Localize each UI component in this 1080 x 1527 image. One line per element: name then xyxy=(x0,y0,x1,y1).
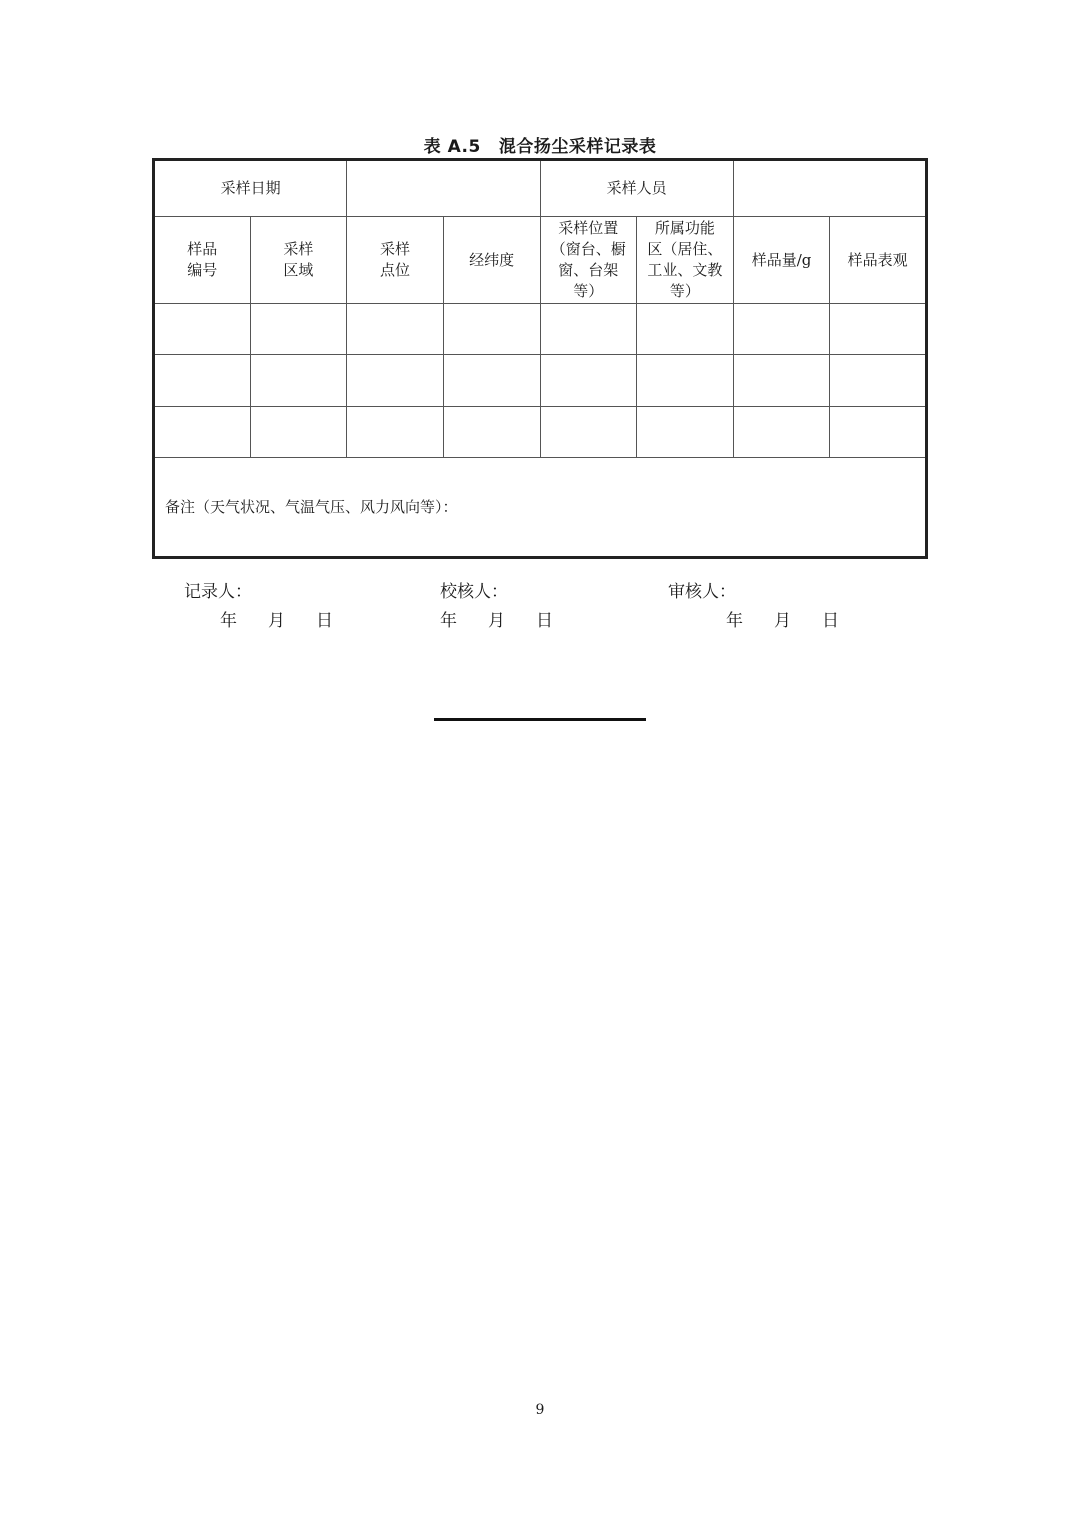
table-title xyxy=(0,132,1080,157)
column-header-row xyxy=(154,217,927,304)
column-header-line: 采样 xyxy=(283,240,314,259)
table-cell[interactable] xyxy=(733,355,830,406)
table-cell[interactable] xyxy=(250,304,347,355)
sampler-label: 采样人员 xyxy=(540,160,733,217)
column-header-line: 等） xyxy=(573,282,604,301)
sampler-field[interactable] xyxy=(733,160,926,217)
column-header xyxy=(540,217,637,304)
table-cell[interactable] xyxy=(443,406,540,457)
table-cell[interactable] xyxy=(733,304,830,355)
column-header xyxy=(637,217,734,304)
table-cell[interactable] xyxy=(637,355,734,406)
table-cell[interactable] xyxy=(154,304,251,355)
year-label: 年 xyxy=(220,611,237,631)
column-header-line: 样品量/g xyxy=(751,250,812,269)
table-cell[interactable] xyxy=(154,355,251,406)
table-cell[interactable] xyxy=(733,406,830,457)
note-cell[interactable]: 备注（天气状况、气温气压、风力风向等）： xyxy=(154,458,927,558)
month-label: 月 xyxy=(774,611,791,631)
recorder-date xyxy=(220,606,364,631)
checker-date xyxy=(440,606,584,631)
day-label: 日 xyxy=(316,611,333,631)
column-header xyxy=(250,217,347,304)
sampling-date-label: 采样日期 xyxy=(154,160,347,217)
column-header-line: 样品 xyxy=(187,240,218,259)
year-label: 年 xyxy=(726,611,743,631)
table-cell[interactable] xyxy=(830,304,927,355)
reviewer-label: 审核人： xyxy=(668,582,736,602)
column-header-line: 样品表观 xyxy=(847,250,908,269)
sampling-record-table xyxy=(152,158,928,559)
table-cell[interactable] xyxy=(540,304,637,355)
column-header xyxy=(733,217,830,304)
column-header xyxy=(830,217,927,304)
table-cell[interactable] xyxy=(637,406,734,457)
column-header-line: 区域 xyxy=(283,261,314,280)
table-cell[interactable] xyxy=(443,304,540,355)
header-row-1 xyxy=(154,160,927,217)
table-cell[interactable] xyxy=(540,355,637,406)
column-header xyxy=(443,217,540,304)
column-header xyxy=(154,217,251,304)
column-header-line: 窗、台架 xyxy=(558,261,619,280)
page-number: 9 xyxy=(535,1402,545,1418)
table-row xyxy=(154,355,927,406)
sampling-date-field[interactable] xyxy=(347,160,540,217)
table-cell[interactable] xyxy=(443,355,540,406)
table-cell[interactable] xyxy=(830,406,927,457)
table-cell[interactable] xyxy=(637,304,734,355)
checker-label: 校核人： xyxy=(440,582,508,602)
table-cell[interactable] xyxy=(347,304,444,355)
month-label: 月 xyxy=(488,611,505,631)
table-row xyxy=(154,406,927,457)
table-cell[interactable] xyxy=(540,406,637,457)
table-cell[interactable] xyxy=(250,355,347,406)
column-header-line: 采样位置 xyxy=(558,219,619,238)
column-header-line: 采样 xyxy=(380,240,411,259)
column-header-line: 区（居住、 xyxy=(647,240,723,259)
table-cell[interactable] xyxy=(830,355,927,406)
column-header-line: （窗台、橱 xyxy=(550,240,626,259)
year-label: 年 xyxy=(440,611,457,631)
reviewer-date xyxy=(726,606,870,631)
recorder-label: 记录人： xyxy=(184,582,252,602)
column-header-line: 工业、文教 xyxy=(647,261,723,280)
table-row xyxy=(154,304,927,355)
end-rule xyxy=(434,718,646,721)
table-cell[interactable] xyxy=(250,406,347,457)
column-header-line: 点位 xyxy=(380,261,411,280)
day-label: 日 xyxy=(536,611,553,631)
day-label: 日 xyxy=(822,611,839,631)
table-number: 表 A.5 xyxy=(423,137,481,157)
column-header-line: 等） xyxy=(669,282,700,301)
table-cell[interactable] xyxy=(347,355,444,406)
month-label: 月 xyxy=(268,611,285,631)
table-cell[interactable] xyxy=(347,406,444,457)
column-header-line: 所属功能 xyxy=(654,219,715,238)
column-header-line: 经纬度 xyxy=(469,250,515,269)
table-cell[interactable] xyxy=(154,406,251,457)
note-row xyxy=(154,458,927,558)
column-header-line: 编号 xyxy=(187,261,218,280)
table-title-text: 混合扬尘采样记录表 xyxy=(498,137,657,157)
column-header xyxy=(347,217,444,304)
